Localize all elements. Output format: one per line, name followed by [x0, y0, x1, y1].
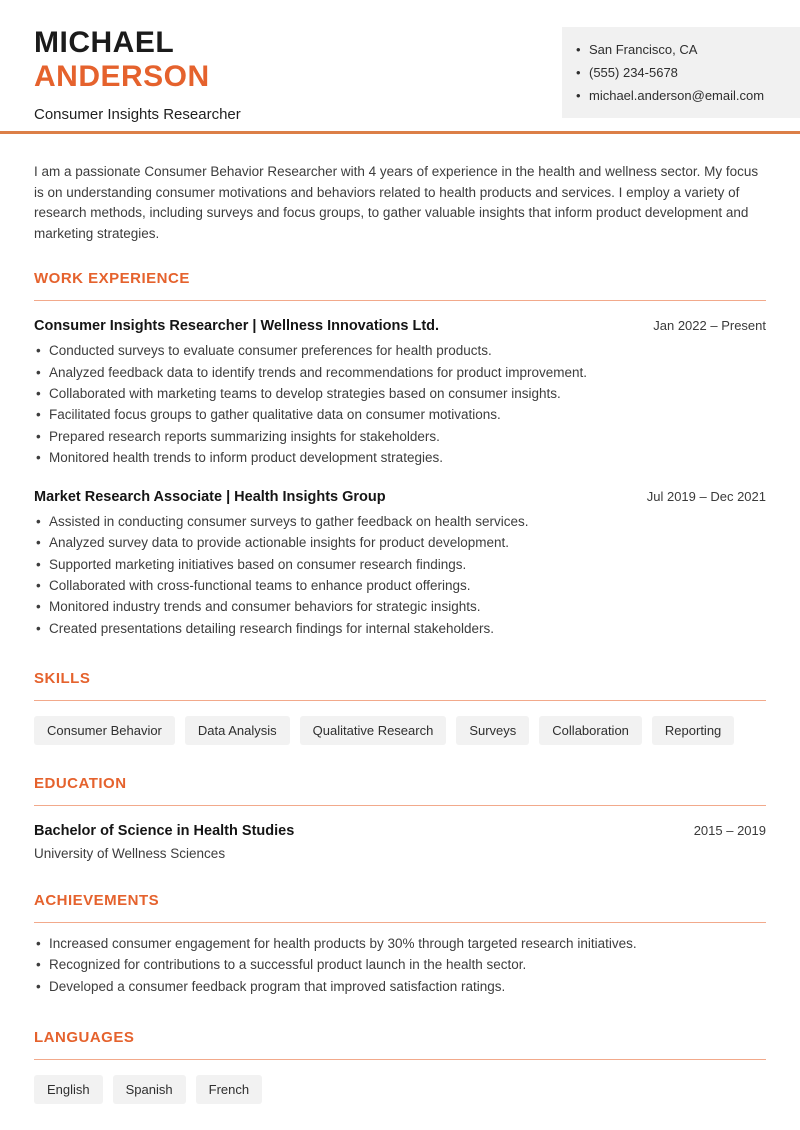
- section-work-experience: [34, 270, 766, 639]
- education-heading: EDUCATION: [34, 774, 127, 792]
- bullet-item: • Developed a consumer feedback program that improved satisfaction ratings.: [34, 976, 766, 997]
- skills-heading: SKILLS: [34, 669, 91, 687]
- work-entry-1-bullets: [34, 340, 766, 468]
- bullet-item: • Increased consumer engagement for health products by 30% through targeted research initiatives.: [34, 933, 766, 954]
- skill-chip: Reporting: [652, 716, 734, 745]
- section-achievements: [34, 892, 766, 997]
- work-entry-1-title: Consumer Insights Researcher | Wellness Innovations Ltd.: [34, 318, 440, 335]
- contact-phone: • (555) 234-5678: [576, 61, 792, 84]
- contact-email: • michael.anderson@email.com: [576, 84, 792, 107]
- education-school: University of Wellness Sciences: [34, 845, 226, 861]
- skill-chip: Collaboration: [539, 716, 642, 745]
- resume-header: [0, 0, 800, 131]
- bullet-item: • Recognized for contributions to a successful product launch in the health sector.: [34, 954, 766, 975]
- bullet-item: • Conducted surveys to evaluate consumer preferences for health products.: [34, 340, 766, 361]
- bullet-item: • Prepared research reports summarizing insights for stakeholders.: [34, 426, 766, 447]
- job-title: Consumer Insights Researcher: [34, 106, 241, 123]
- section-rule: [34, 300, 766, 301]
- education-degree: Bachelor of Science in Health Studies: [34, 822, 295, 839]
- work-entry-2-bullets: [34, 511, 766, 639]
- education-entry: [34, 823, 766, 861]
- work-entry-2-dates: Jul 2019 – Dec 2021: [646, 489, 766, 505]
- bullet-item: • Facilitated focus groups to gather qualitative data on consumer motivations.: [34, 404, 766, 425]
- section-education: [34, 775, 766, 861]
- skill-chip: Surveys: [456, 716, 529, 745]
- bullet-item: • Analyzed survey data to provide actionable insights for product development.: [34, 532, 766, 553]
- skills-chip-list: [34, 716, 766, 745]
- section-rule: [34, 922, 766, 923]
- achievements-heading: ACHIEVEMENTS: [34, 891, 160, 909]
- work-entry-1-dates: Jan 2022 – Present: [653, 318, 766, 334]
- first-name: MICHAEL: [34, 26, 175, 59]
- header-divider: [0, 131, 800, 134]
- bullet-item: • Collaborated with marketing teams to develop strategies based on consumer insights.: [34, 383, 766, 404]
- contact-box: [562, 27, 800, 118]
- bullet-item: • Assisted in conducting consumer surveys to gather feedback on health services.: [34, 511, 766, 532]
- work-entry-1: [34, 318, 766, 468]
- skill-chip: Qualitative Research: [300, 716, 447, 745]
- achievements-list: [34, 933, 766, 997]
- language-chip: English: [34, 1075, 103, 1104]
- bullet-item: • Created presentations detailing research findings for internal stakeholders.: [34, 618, 766, 639]
- education-dates: 2015 – 2019: [693, 822, 766, 838]
- contact-list: [576, 38, 792, 107]
- work-entry-2-title: Market Research Associate | Health Insights Group: [34, 489, 386, 506]
- language-chip: French: [196, 1075, 262, 1104]
- skill-chip: Data Analysis: [185, 716, 290, 745]
- last-name: ANDERSON: [34, 60, 210, 93]
- resume-body: [0, 162, 800, 1104]
- contact-location: • San Francisco, CA: [576, 38, 792, 61]
- work-entry-2-header: [34, 489, 766, 505]
- education-entry-header: [34, 823, 766, 839]
- section-languages: [34, 1029, 766, 1104]
- summary-paragraph: I am a passionate Consumer Behavior Researcher with 4 years of experience in the health and wellness sector. My focus is on understanding consumer motivations and behaviors related to health products and services. I employ a variety of research methods, including surveys and focus groups, to gather valuable insights that inform product development and marketing strategies.: [34, 164, 759, 241]
- bullet-item: • Monitored industry trends and consumer behaviors for strategic insights.: [34, 596, 766, 617]
- language-chip: Spanish: [113, 1075, 186, 1104]
- skill-chip: Consumer Behavior: [34, 716, 175, 745]
- work-entry-1-header: [34, 318, 766, 334]
- languages-chip-list: [34, 1075, 766, 1104]
- section-skills: [34, 670, 766, 745]
- work-entry-2: [34, 489, 766, 639]
- bullet-item: • Analyzed feedback data to identify trends and recommendations for product improvement.: [34, 362, 766, 383]
- section-rule: [34, 805, 766, 806]
- bullet-item: • Supported marketing initiatives based on consumer research findings.: [34, 554, 766, 575]
- work-experience-heading: WORK EXPERIENCE: [34, 270, 190, 288]
- bullet-item: • Monitored health trends to inform product development strategies.: [34, 447, 766, 468]
- section-rule: [34, 700, 766, 701]
- bullet-item: • Collaborated with cross-functional teams to enhance product offerings.: [34, 575, 766, 596]
- section-rule: [34, 1059, 766, 1060]
- languages-heading: LANGUAGES: [34, 1028, 135, 1046]
